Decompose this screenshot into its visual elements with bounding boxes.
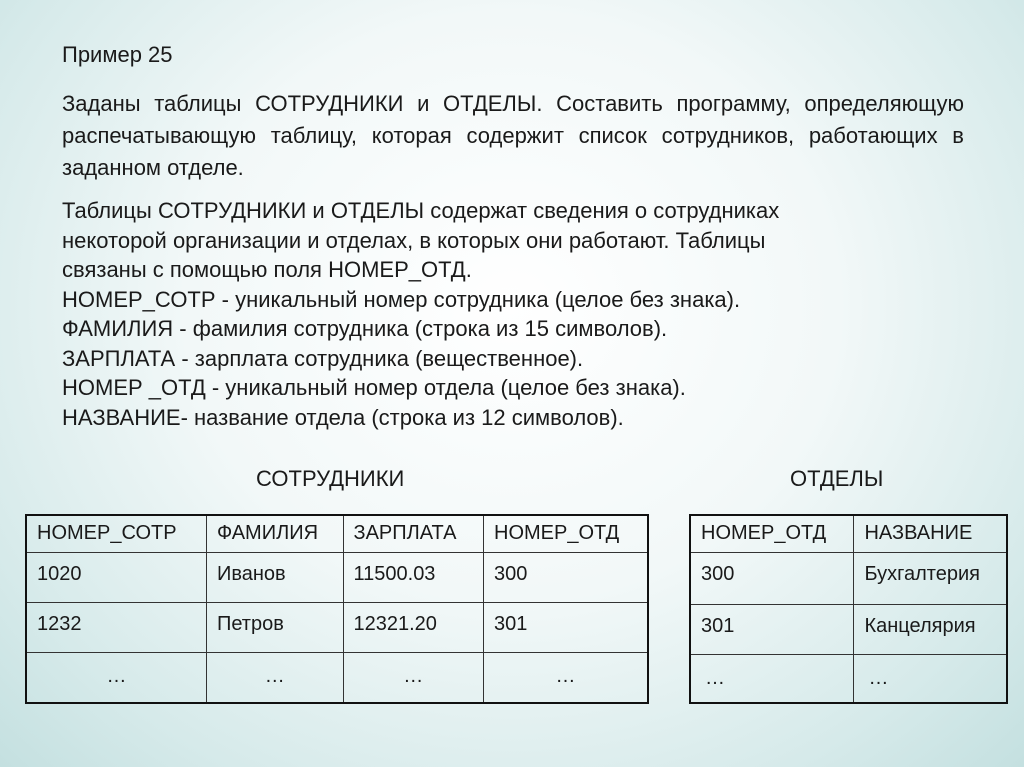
slide-title: Пример 25 <box>62 42 173 67</box>
column-header: НОМЕР_СОТР <box>26 515 206 552</box>
column-header: НАЗВАНИЕ <box>854 515 1007 552</box>
departments-table <box>689 514 1008 704</box>
table-cell: 1232 <box>26 602 206 652</box>
table-cell: 301 <box>690 604 854 654</box>
table-row <box>690 604 1007 654</box>
table-cell: … <box>484 652 649 703</box>
table-cell: … <box>690 654 854 703</box>
table-row <box>690 552 1007 604</box>
table-cell: … <box>26 652 206 703</box>
description-line: ФАМИЛИЯ - фамилия сотрудника (строка из 15 символов). <box>62 316 668 341</box>
table-row <box>26 552 648 602</box>
column-header: НОМЕР_ОТД <box>484 515 649 552</box>
table-header-row <box>690 515 1007 552</box>
table-cell: … <box>206 652 343 703</box>
column-header: НОМЕР_ОТД <box>690 515 854 552</box>
table-cell: Бухгалтерия <box>854 552 1007 604</box>
description-line: НОМЕР _ОТД - уникальный номер отдела (целое без знака). <box>62 375 686 400</box>
task-paragraph: Заданы таблицы СОТРУДНИКИ и ОТДЕЛЫ. Составить программу, определяющую распечатывающую таблицу, которая содержит список сотрудников, работающих в заданном отделе. <box>62 91 964 180</box>
table-cell: … <box>343 652 484 703</box>
table-row <box>26 602 648 652</box>
table-cell: 301 <box>484 602 649 652</box>
table-cell: 1020 <box>26 552 206 602</box>
table-cell: 11500.03 <box>343 552 484 602</box>
description-line: Таблицы СОТРУДНИКИ и ОТДЕЛЫ содержат сведения о сотрудниках <box>62 198 780 223</box>
description-block <box>62 196 962 432</box>
table-cell: 12321.20 <box>343 602 484 652</box>
table-cell: Иванов <box>206 552 343 602</box>
employees-table-caption: СОТРУДНИКИ <box>256 466 405 491</box>
description-line: НОМЕР_СОТР - уникальный номер сотрудника (целое без знака). <box>62 286 741 312</box>
table-cell: 300 <box>690 552 854 604</box>
table-cell: … <box>854 654 1007 703</box>
description-line: некоторой организации и отделах, в которых они работают. Таблицы <box>62 227 766 253</box>
employees-table <box>25 514 649 704</box>
table-row <box>690 654 1007 703</box>
column-header: ФАМИЛИЯ <box>206 515 343 552</box>
table-header-row <box>26 515 648 552</box>
departments-table-caption: ОТДЕЛЫ <box>790 466 884 491</box>
description-line: НАЗВАНИЕ- название отдела (строка из 12 символов). <box>62 404 624 430</box>
description-line: связаны с помощью поля НОМЕР_ОТД. <box>62 257 472 282</box>
column-header: ЗАРПЛАТА <box>343 515 484 552</box>
table-cell: Канцелярия <box>854 604 1007 654</box>
table-cell: Петров <box>206 602 343 652</box>
table-cell: 300 <box>484 552 649 602</box>
table-row <box>26 652 648 703</box>
description-line: ЗАРПЛАТА - зарплата сотрудника (вещественное). <box>62 345 584 371</box>
